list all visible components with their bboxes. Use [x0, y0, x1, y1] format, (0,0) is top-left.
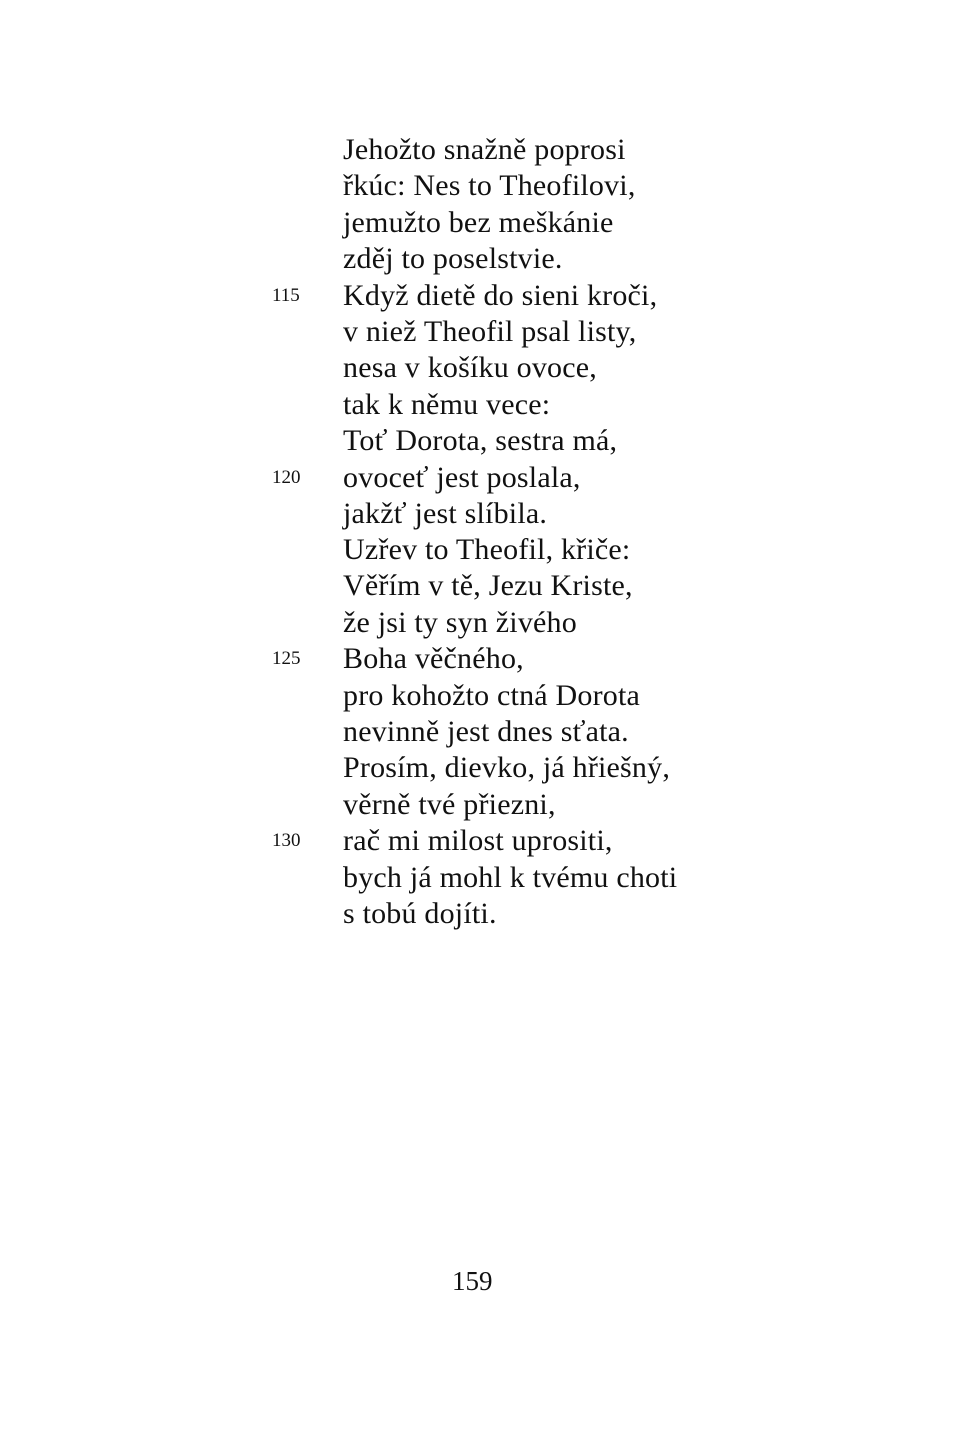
verse-text: jemužto bez meškánie	[343, 205, 614, 239]
verse-text: Jehožto snažně poprosi	[343, 133, 626, 166]
verse-line	[0, 714, 960, 750]
verse-text: nevinně jest dnes sťata.	[343, 714, 629, 748]
line-number: 120	[272, 466, 301, 488]
verse-line	[0, 860, 960, 896]
verse-line	[0, 241, 960, 277]
verse-text: že jsi ty syn živého	[343, 605, 577, 639]
verse-text: jakžť jest slíbila.	[343, 496, 548, 530]
verse-line	[0, 350, 960, 386]
verse-line	[0, 168, 960, 204]
line-number: 130	[272, 830, 301, 852]
line-number: 125	[272, 648, 301, 670]
verse-line	[0, 605, 960, 641]
verse-text: tak k němu vece:	[343, 387, 551, 421]
verse-line	[0, 314, 960, 350]
stanza-1	[0, 132, 960, 532]
stanza-2	[0, 532, 960, 969]
verse-line	[0, 823, 960, 859]
verse-line	[0, 932, 960, 968]
verse-line	[0, 205, 960, 241]
verse-line	[0, 641, 960, 677]
verse-text: ovoceť jest poslala,	[343, 460, 581, 494]
verse-text: věrně tvé přiezni,	[343, 787, 556, 821]
verse-text: řkúc: Nes to Theofilovi,	[343, 169, 636, 203]
verse-text: zděj to poselstvie.	[343, 242, 563, 276]
verse-text: Když dietě do sieni kroči,	[343, 278, 658, 312]
verse-line	[0, 678, 960, 714]
verse-line	[0, 750, 960, 786]
verse-text: v niež Theofil psal listy,	[343, 314, 637, 348]
verse-text: s tobú dojíti.	[343, 896, 497, 930]
verse-text: rač mi milost uprositi,	[343, 824, 613, 858]
verse-line	[0, 532, 960, 568]
page-number: 159	[452, 1266, 493, 1296]
verse-line	[0, 278, 960, 314]
verse-text: Prosím, dievko, já hřiešný,	[343, 751, 671, 785]
verse-line	[0, 496, 960, 532]
verse-line	[0, 423, 960, 459]
verse-line	[0, 787, 960, 823]
verse-line	[0, 896, 960, 932]
verse-text: Věřím v tě, Jezu Kriste,	[343, 569, 633, 603]
verse-line	[0, 132, 960, 168]
line-number: 115	[272, 284, 300, 306]
verse-text: Boha věčného,	[343, 642, 524, 676]
verse-text: Toť Dorota, sestra má,	[343, 424, 618, 458]
verse-line	[0, 387, 960, 423]
verse-text: pro kohožto ctná Dorota	[343, 678, 641, 712]
verse-text: Uzřev to Theofil, křiče:	[343, 533, 631, 566]
verse-text: bych já mohl k tvému choti	[343, 860, 678, 894]
verse-line	[0, 568, 960, 604]
verse-text: nesa v košíku ovoce,	[343, 351, 597, 385]
verse-line	[0, 460, 960, 496]
